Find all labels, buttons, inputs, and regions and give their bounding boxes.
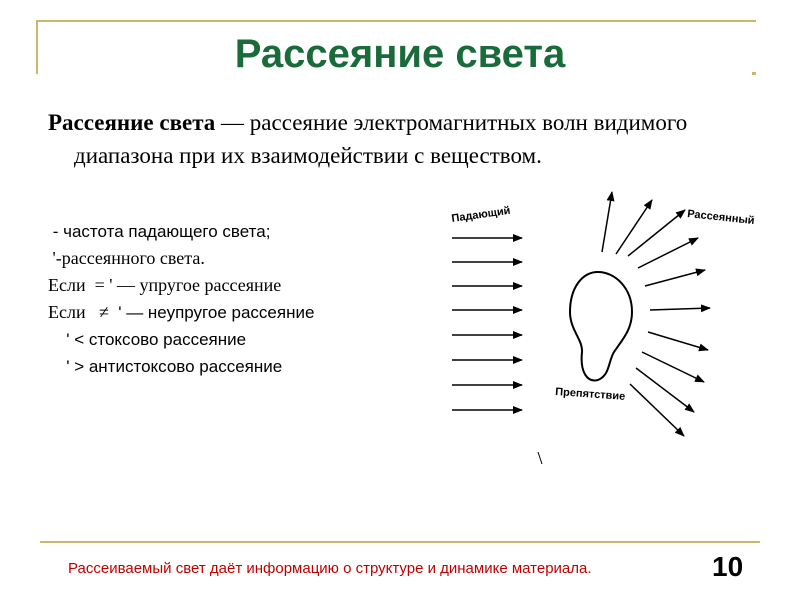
frame-top-line <box>36 20 756 22</box>
note-row-scattered-frequency: '-рассеянного света. <box>52 248 205 268</box>
note-row-stokes: ' < стоксово рассеяние <box>61 330 247 349</box>
notes-list <box>48 218 314 380</box>
obstacle-shape <box>570 272 632 380</box>
label-incident: Падающий <box>450 204 512 225</box>
note-row-incident-frequency: - частота падающего света; <box>48 222 271 241</box>
definition-paragraph <box>48 106 800 172</box>
scattered-arrow <box>650 308 710 310</box>
note-row-antistokes: ' > антистоксово рассеяние <box>61 357 283 376</box>
slide-number: 10 <box>712 551 744 582</box>
incident-arrows <box>452 238 522 410</box>
scattered-arrow <box>616 200 652 254</box>
scattered-arrow <box>642 352 704 382</box>
label-obstacle: Препятствие <box>554 386 626 403</box>
scattered-arrow <box>630 384 684 436</box>
footer-note: Рассеиваемый свет даёт информацию о структуре и динамике материала. <box>68 560 592 577</box>
note-row-elastic: Если = ' — упругое рассеяние <box>48 275 282 295</box>
scattered-arrow <box>645 270 705 286</box>
slide-title: Рассеяние света <box>234 32 566 76</box>
scattered-arrow <box>638 238 698 268</box>
note-row-inelastic: Если ≠ ' — неупругое рассеяние <box>48 302 315 322</box>
definition-line1: — рассеяние электромагнитных волн видимого <box>215 110 688 135</box>
scattering-diagram <box>440 190 770 470</box>
scattered-arrow <box>648 332 708 350</box>
scattered-arrow <box>636 368 694 412</box>
footer-divider <box>40 541 760 543</box>
definition-line2: диапазона при их взаимодействии с веществом. <box>74 143 542 168</box>
obstacle-base <box>538 452 542 464</box>
label-scattered: Рассеянный <box>686 208 756 228</box>
definition-term: Рассеяние света <box>48 110 216 135</box>
scattered-arrow <box>602 192 612 252</box>
